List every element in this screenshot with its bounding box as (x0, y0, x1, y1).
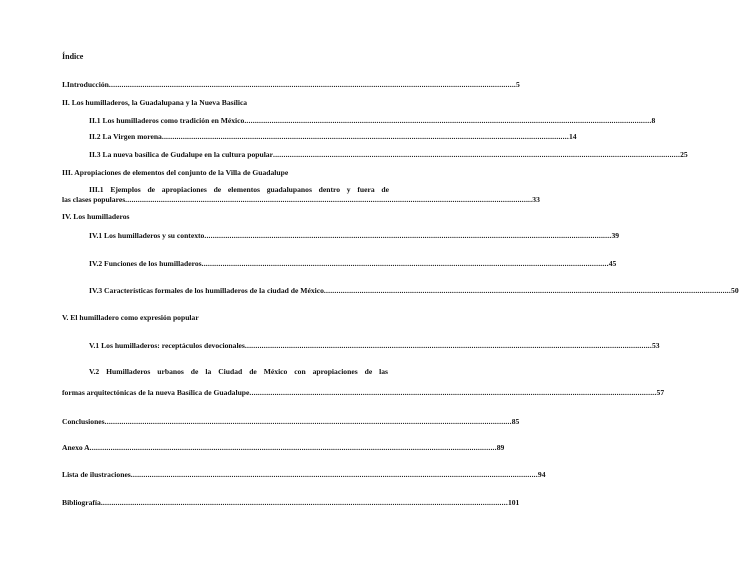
dot-leader: .................................................................................................................................................................................................. (125, 195, 533, 204)
toc-entry-title: II.2 La Virgen morena (89, 132, 162, 141)
toc-entry-title: II.3 La nueva basílica de Gudalupe en la cultura popular (89, 150, 273, 159)
toc-entry-v-1 (89, 341, 660, 351)
dot-leader: .................................................................................................................................................................................................. (249, 388, 657, 397)
toc-entry-title: Conclusiones (62, 417, 105, 426)
toc-page-number: 53 (652, 341, 660, 350)
toc-page-number: 25 (680, 150, 688, 159)
dot-leader: .................................................................................................................................................................................................. (244, 116, 652, 125)
toc-entry-annex (62, 443, 505, 453)
index-heading: Índice (62, 52, 84, 61)
toc-entry-iv-3 (89, 286, 739, 296)
toc-entry-ii-2 (89, 132, 577, 142)
toc-entry-title: IV.3 Características formales de los humilladeros de la ciudad de México (89, 286, 324, 295)
dot-leader: .................................................................................................................................................................................................. (204, 231, 612, 240)
toc-entry-ii-3 (89, 150, 688, 160)
dot-leader: .................................................................................................................................................................................................. (323, 286, 732, 295)
dot-leader: .................................................................................................................................................................................................. (272, 150, 681, 159)
toc-entry-title: formas arquitectónicas de la nueva Basílica de Guadalupe (62, 388, 250, 397)
toc-page-number: 57 (656, 388, 665, 397)
dot-leader: .................................................................................................................................................................................................. (100, 498, 508, 507)
toc-entry-iv-2 (89, 259, 617, 269)
toc-page-number: 5 (516, 80, 520, 89)
toc-entry-v-2-line2 (62, 388, 665, 398)
toc-page-number: 45 (608, 259, 617, 268)
toc-entry-iv-1 (89, 231, 620, 241)
toc-entry-title: Lista de ilustraciones (62, 470, 131, 479)
toc-section-v: V. El humilladero como expresión popular (62, 313, 199, 322)
toc-page-number: 85 (511, 417, 520, 426)
dot-leader: .................................................................................................................................................................................................. (201, 259, 609, 268)
dot-leader: .................................................................................................................................................................................................. (161, 132, 569, 141)
toc-page-number: 50 (731, 286, 739, 295)
toc-entry-iii-1-line2 (62, 195, 540, 205)
toc-page-number: 94 (537, 470, 546, 479)
toc-entry-title: I.Introducción (62, 80, 109, 89)
toc-section-iv: IV. Los humilladeros (62, 212, 130, 221)
dot-leader: .................................................................................................................................................................................................. (130, 470, 538, 479)
toc-entry-v-2-line1: V.2 Humilladeros urbanos de la Ciudad de México con apropiaciones de las (89, 367, 388, 376)
toc-entry-introduction (62, 80, 520, 90)
toc-entry-title: IV.2 Funciones de los humilladeros (89, 259, 202, 268)
dot-leader: .................................................................................................................................................................................................. (244, 341, 652, 350)
toc-entry-title: V.1 Los humilladeros: receptáculos devocionales (89, 341, 245, 350)
dot-leader: .................................................................................................................................................................................................. (89, 443, 497, 452)
toc-entry-title: II.1 Los humilladeros como tradición en México (89, 116, 245, 125)
toc-page-number: 33 (532, 195, 540, 204)
toc-entry-title: Bibliografía (62, 498, 101, 507)
toc-section-iii: III. Apropiaciones de elementos del conjunto de la Villa de Guadalupe (62, 168, 289, 177)
toc-page-number: 101 (507, 498, 520, 507)
toc-page-number: 39 (611, 231, 620, 240)
toc-entry-conclusions (62, 417, 520, 427)
toc-page-number: 89 (496, 443, 505, 452)
toc-entry-title: Anexo A (62, 443, 90, 452)
toc-entry-iii-1-line1: III.1 Ejemplos de apropiaciones de elementos guadalupanos dentro y fuera de (89, 185, 389, 194)
toc-page-number: 8 (651, 116, 656, 125)
toc-page-number: 14 (568, 132, 577, 141)
toc-entry-ii-1 (89, 116, 656, 126)
toc-entry-title: las clases populares (62, 195, 126, 204)
toc-entry-title: IV.1 Los humilladeros y su contexto (89, 231, 205, 240)
dot-leader: .................................................................................................................................................................................................. (108, 80, 517, 89)
toc-section-ii: II. Los humilladeros, la Guadalupana y la Nueva Basílica (62, 98, 248, 107)
dot-leader: .................................................................................................................................................................................................. (104, 417, 512, 426)
toc-entry-illustrations (62, 470, 546, 480)
toc-entry-bibliography (62, 498, 520, 508)
